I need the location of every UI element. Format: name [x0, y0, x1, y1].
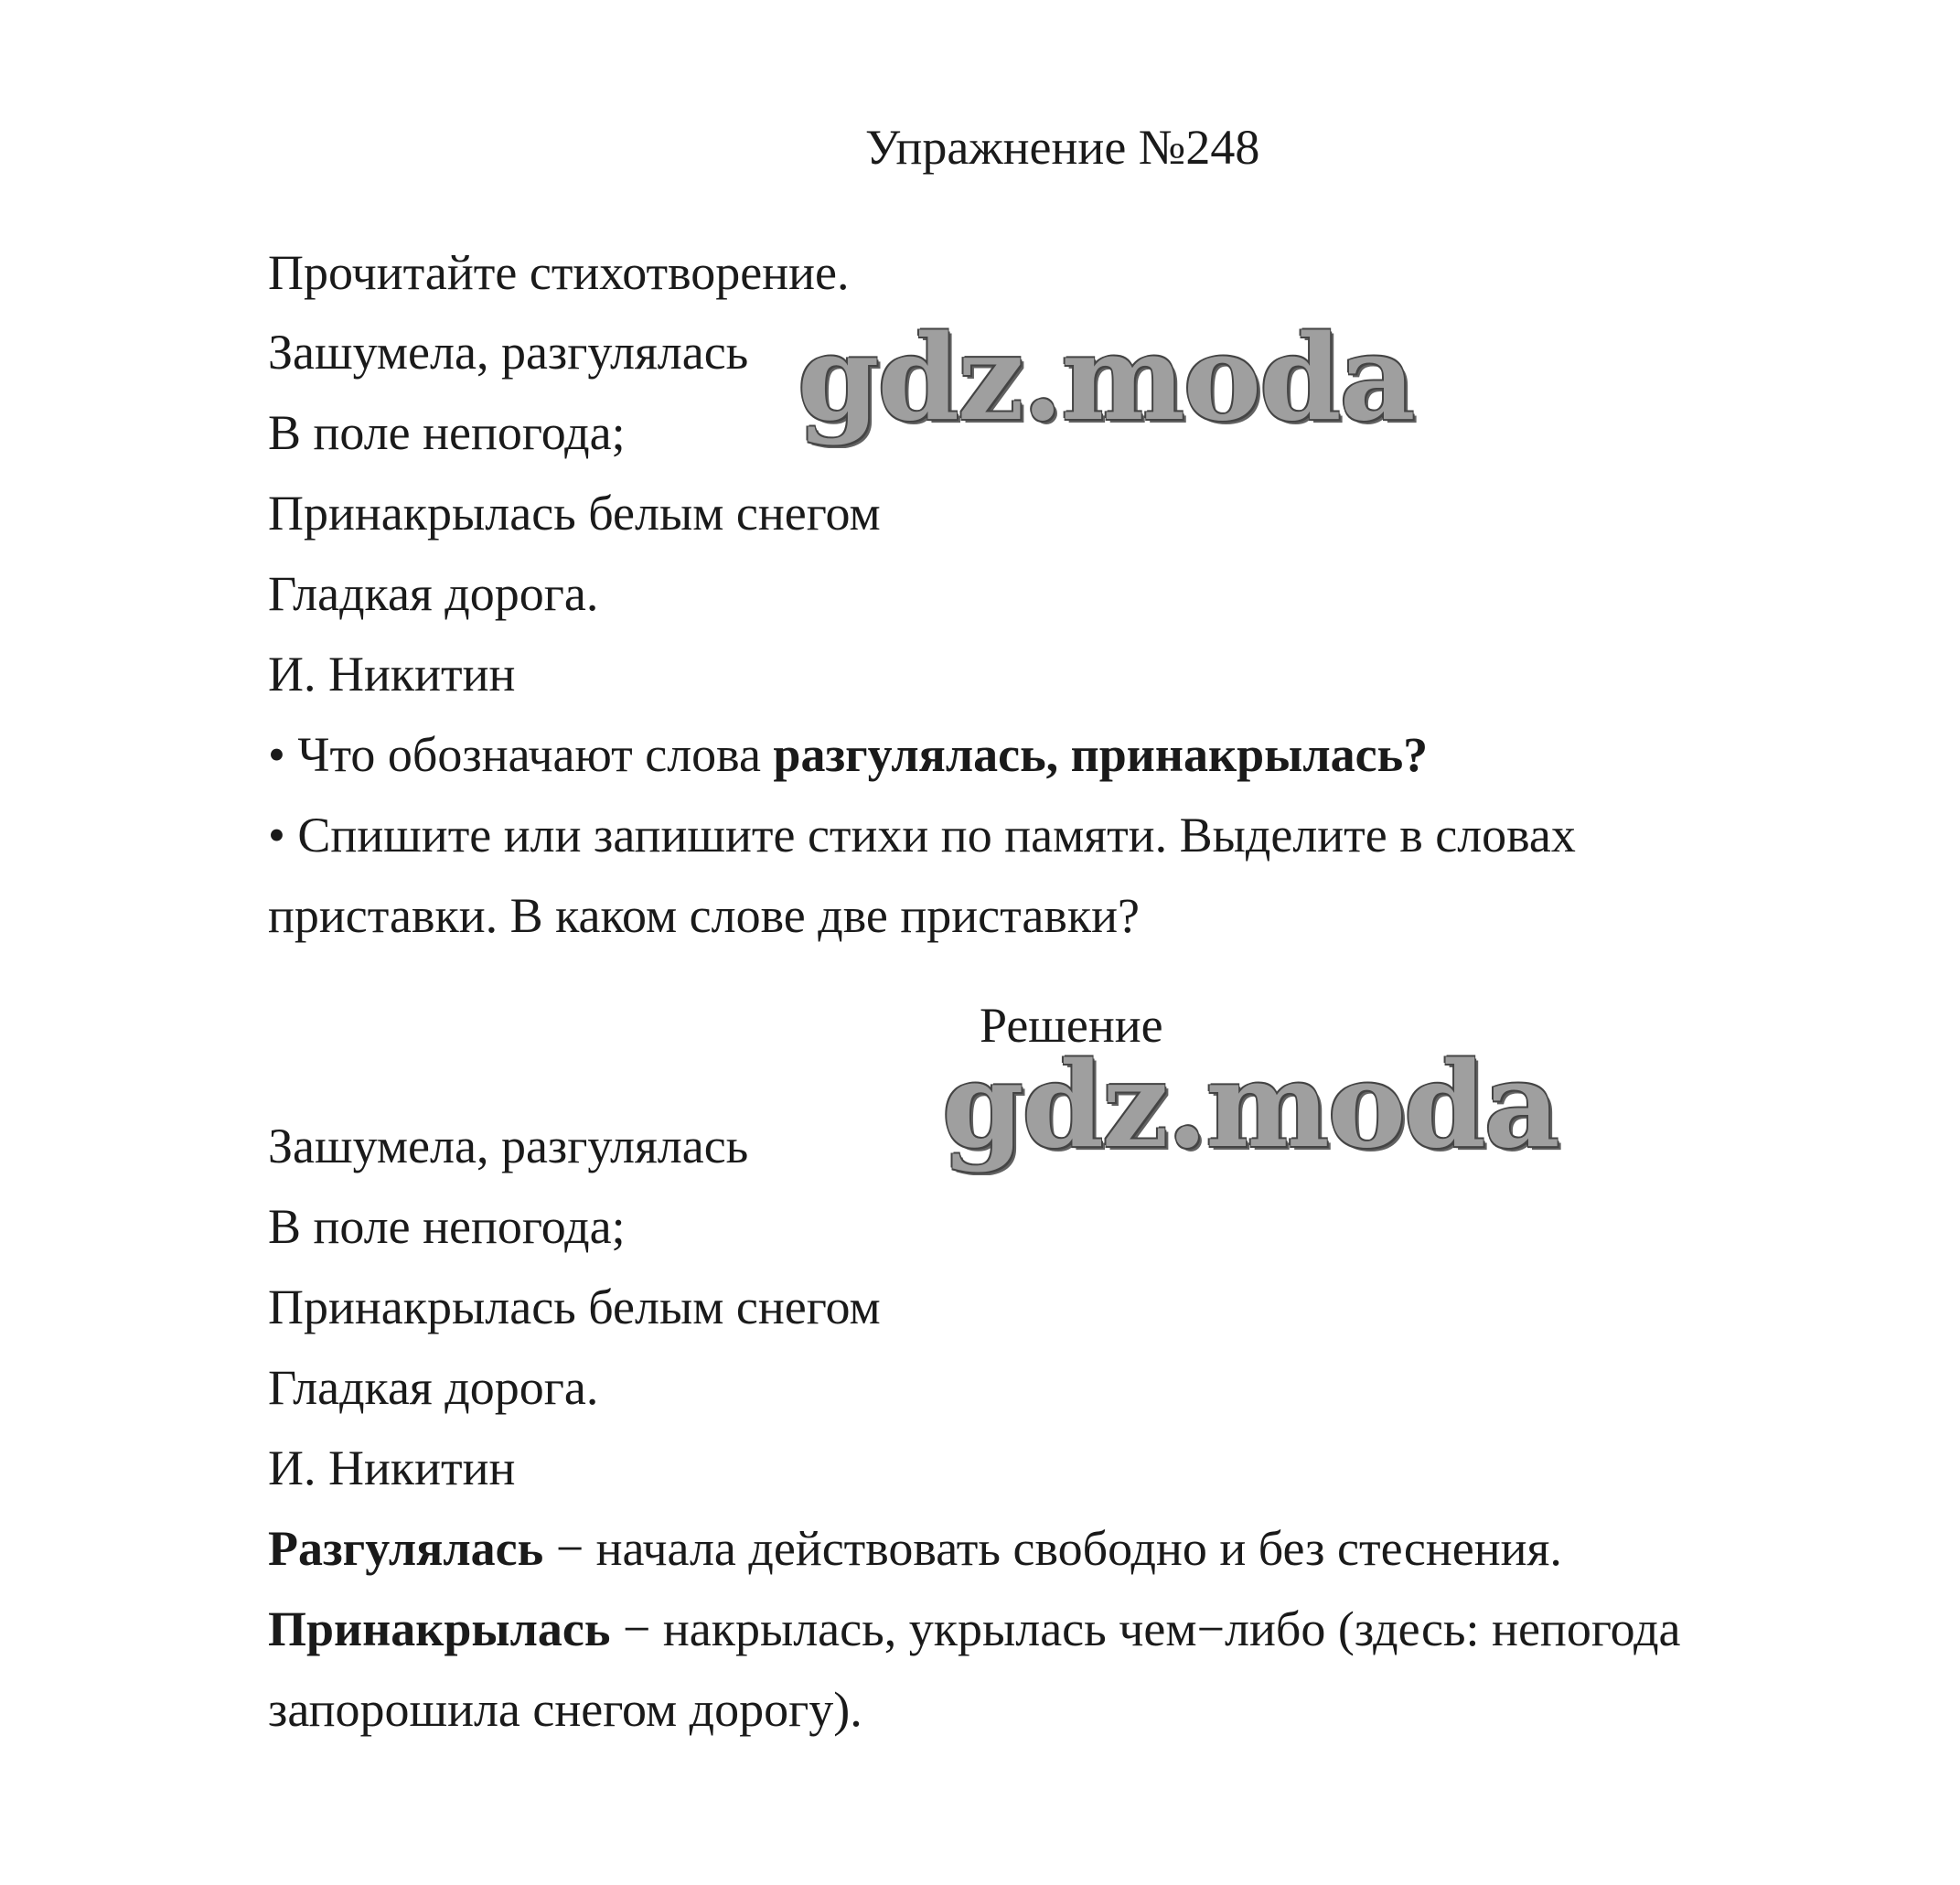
task-question-1-text: • Что обозначают слова [268, 727, 774, 782]
poem-line-2: В поле непогода; [268, 405, 626, 460]
instruction-text: Прочитайте стихотворение. [268, 245, 850, 300]
watermark-logo-top: gdz.moda [798, 310, 1414, 447]
task-question-2-line-1: • Спишите или запишите стихи по памяти. Выделите в словах [268, 808, 1576, 862]
solution-poem-line-4: Гладкая дорога. [268, 1360, 599, 1415]
solution-poem-line-3: Принакрылась белым снегом [268, 1280, 881, 1334]
definition-2-term: Принакрылась [268, 1601, 611, 1656]
watermark-logo-bottom: gdz.moda [942, 1037, 1558, 1174]
poem-author: И. Никитин [268, 647, 516, 702]
definition-2 [268, 1599, 1681, 1659]
task-question-1 [268, 724, 1428, 785]
definition-1 [268, 1518, 1562, 1579]
exercise-title: Упражнение №248 [865, 120, 1260, 175]
definition-2-text: − накрылась, укрылась чем−либо (здесь: непогода [610, 1601, 1681, 1656]
task-question-2-line-2: приставки. В каком слове две приставки? [268, 888, 1140, 943]
definition-1-term: Разгулялась [268, 1521, 544, 1576]
solution-poem-line-1: Зашумела, разгулялась [268, 1119, 749, 1173]
definition-1-text: − начала действовать свободно и без стеснения. [543, 1521, 1562, 1576]
definition-2-continuation: запорошила снегом дорогу). [268, 1682, 862, 1737]
solution-poem-line-2: В поле непогода; [268, 1199, 626, 1254]
poem-line-3: Принакрылась белым снегом [268, 486, 881, 541]
solution-title: Решение [980, 998, 1163, 1053]
solution-poem-author: И. Никитин [268, 1441, 516, 1495]
poem-line-1: Зашумела, разгулялась [268, 325, 749, 380]
task-question-1-bold: разгулялась, принакрылась? [773, 727, 1429, 782]
poem-line-4: Гладкая дорога. [268, 566, 599, 621]
